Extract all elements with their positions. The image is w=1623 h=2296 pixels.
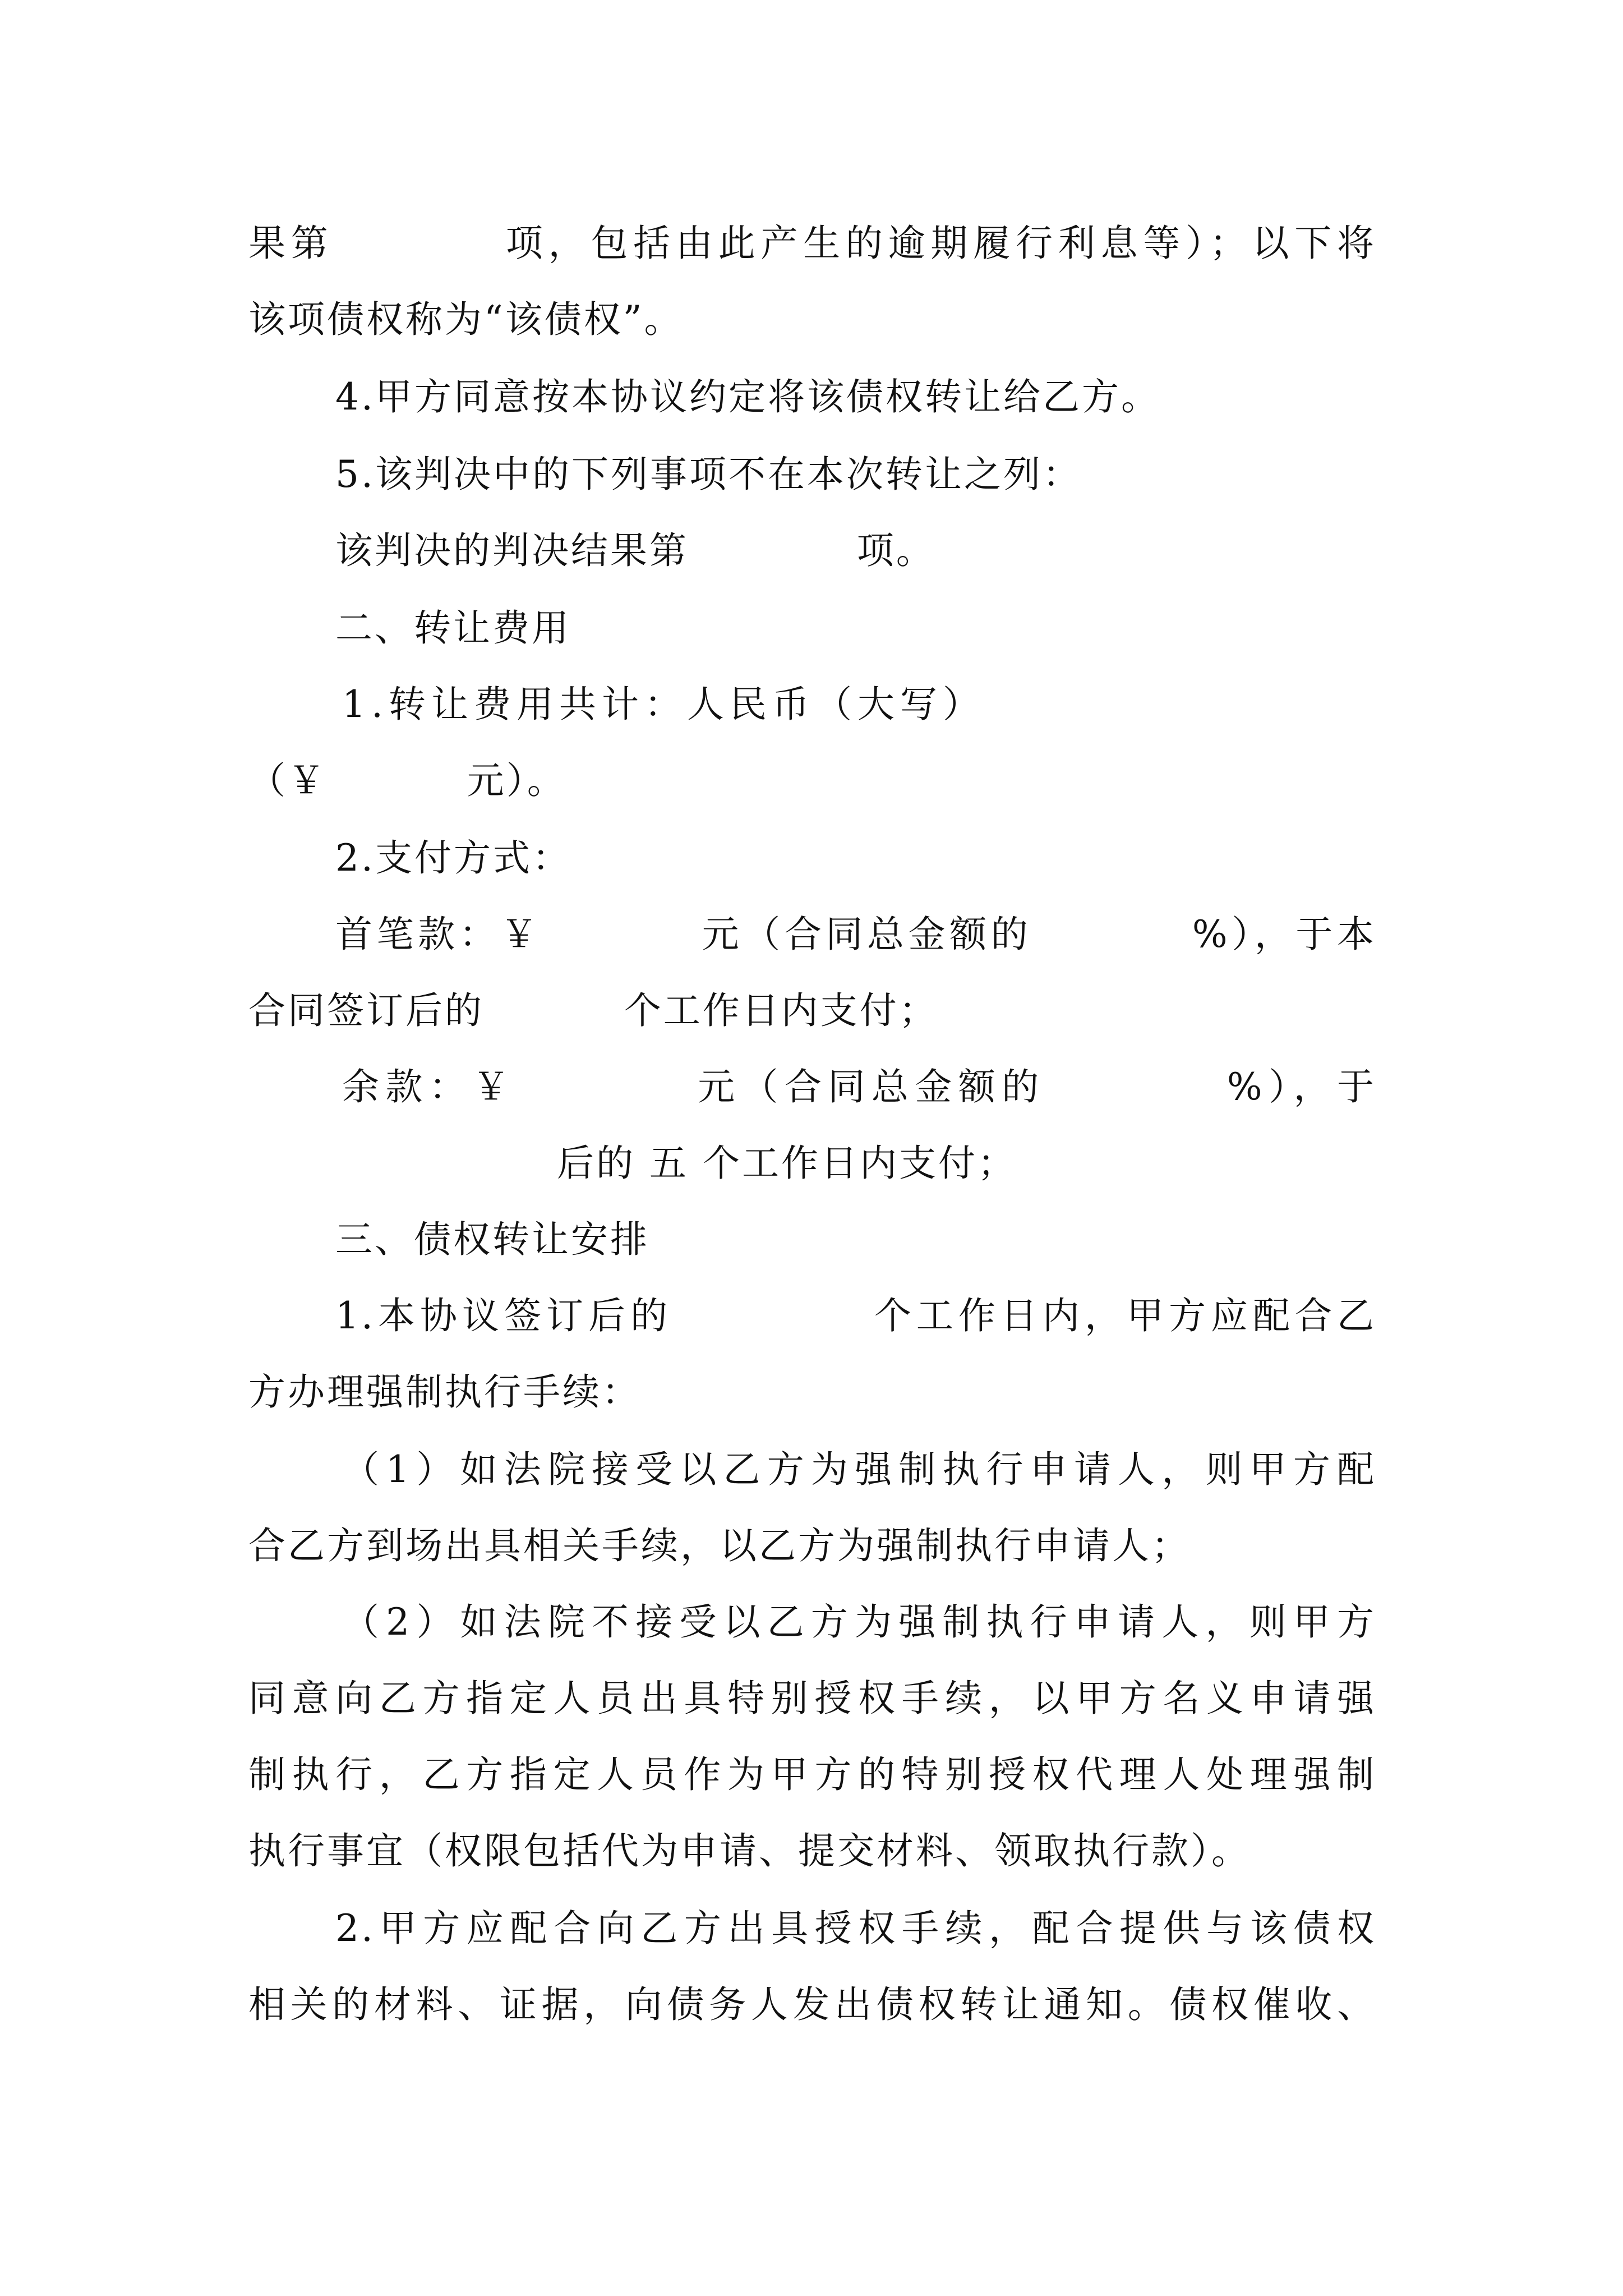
text-line: 果第 项，包括由此产生的逾期履行利息等）；以下将 xyxy=(248,222,1376,265)
text-line: 相关的材料、证据，向债务人发出债权转让通知。债权催收、 xyxy=(248,1983,1376,2026)
text-line: 同意向乙方指定人员出具特别授权手续，以甲方名义申请强 xyxy=(248,1677,1376,1720)
text-line: 5.该判决中的下列事项不在本次转让之列： xyxy=(335,453,1082,496)
text-line: 2.支付方式： xyxy=(335,836,571,880)
text-line: 合同签订后的 个工作日内支付； xyxy=(248,989,938,1032)
text-line: （1）如法院接受以乙方为强制执行申请人，则甲方配 xyxy=(342,1448,1376,1491)
text-line: 合乙方到场出具相关手续，以乙方为强制执行申请人； xyxy=(248,1524,1191,1567)
text-line: （2）如法院不接受以乙方为强制执行申请人，则甲方 xyxy=(342,1600,1376,1644)
text-line: 制执行，乙方指定人员作为甲方的特别授权代理人处理强制 xyxy=(248,1753,1376,1796)
text-line: 1.本协议签订后的 个工作日内，甲方应配合乙 xyxy=(335,1294,1376,1337)
text-line: （￥ 元）。 xyxy=(248,759,566,802)
text-line: 该判决的判决结果第 项。 xyxy=(335,529,935,572)
text-line: 首笔款：￥ 元（合同总金额的 %），于本 xyxy=(335,913,1376,956)
section-heading: 三、债权转让安排 xyxy=(335,1218,649,1261)
text-line: 执行事宜（权限包括代为申请、提交材料、领取执行款）。 xyxy=(248,1829,1251,1872)
text-line: 余款：￥ 元（合同总金额的 %），于 xyxy=(342,1065,1376,1108)
text-line: 后的 五 个工作日内支付； xyxy=(557,1142,1017,1185)
text-line: 该项债权称为“该债权”。 xyxy=(248,298,684,341)
text-line: 2.甲方应配合向乙方出具授权手续，配合提供与该债权 xyxy=(335,1907,1376,1950)
text-line: 1.转让费用共计：人民币（大写） xyxy=(342,683,985,726)
text-line: 4.甲方同意按本协议约定将该债权转让给乙方。 xyxy=(335,375,1160,418)
text-line: 方办理强制执行手续： xyxy=(248,1370,641,1414)
section-heading: 二、转让费用 xyxy=(335,606,571,650)
